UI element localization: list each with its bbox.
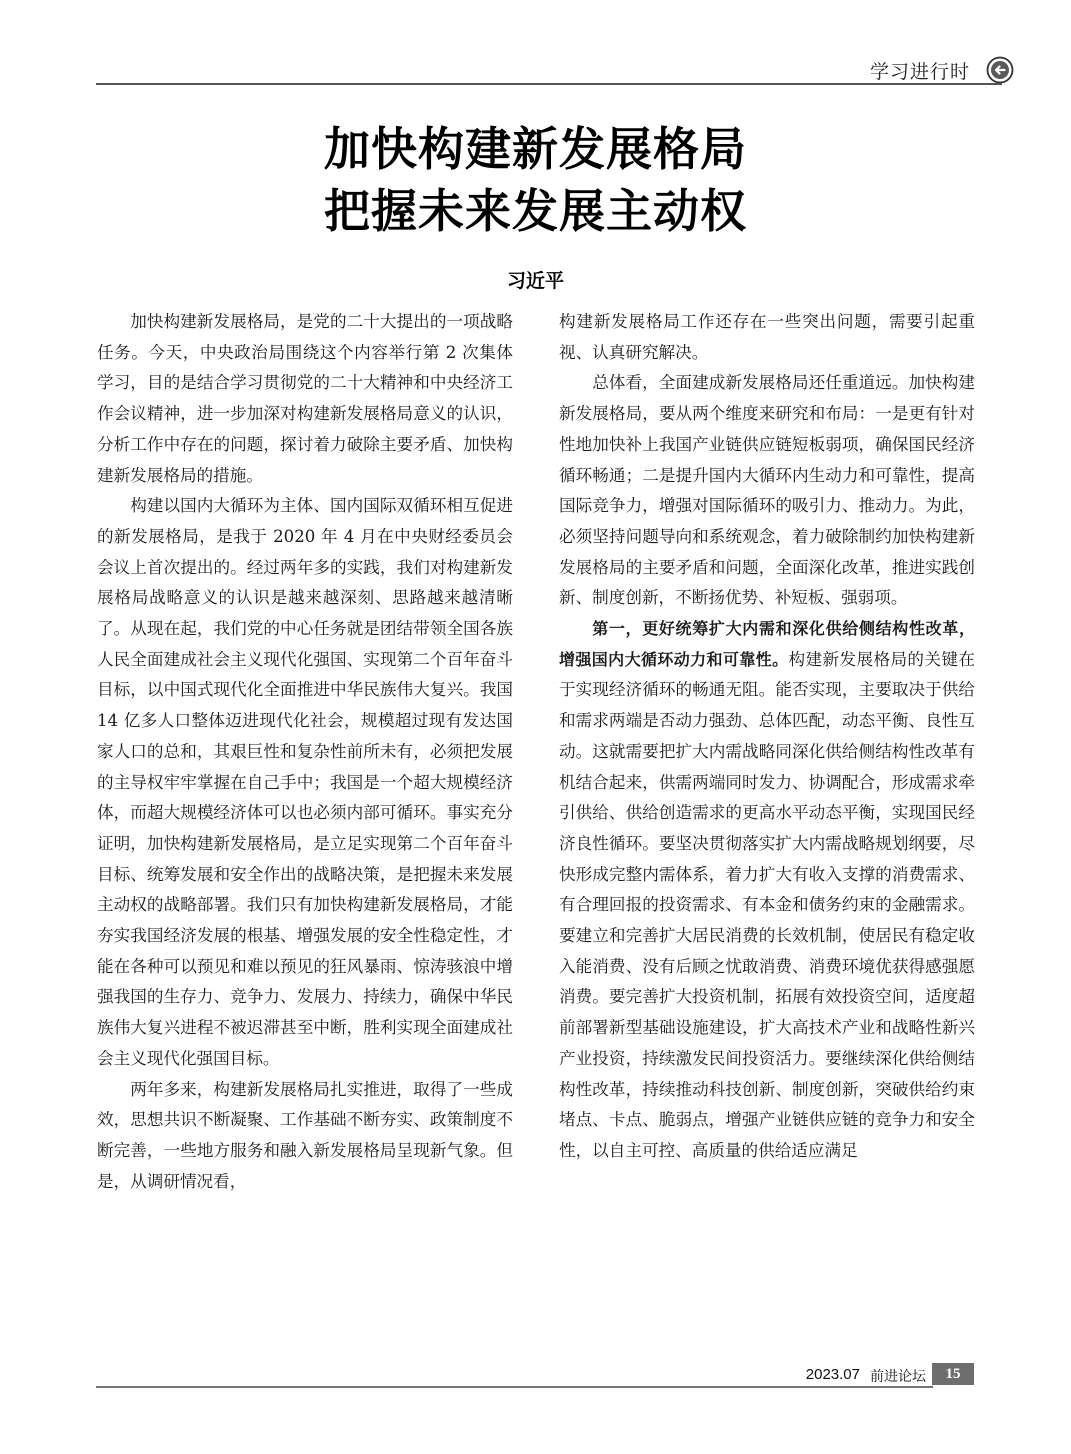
title-line-1: 加快构建新发展格局	[324, 122, 747, 176]
paragraph: 两年多来，构建新发展格局扎实推进，取得了一些成效，思想共识不断凝聚、工作基础不断夯实、政策制度不断完善，一些地方服务和融入新发展格局呈现新气象。但是，从调研情况看，	[97, 1079, 513, 1191]
circle-arrow-left-icon	[986, 56, 1014, 84]
issue-date: 2023.07	[805, 1366, 860, 1383]
article-author: 习近平	[506, 270, 564, 292]
paragraph-heading: 第一，更好统筹扩大内需和深化供给侧结构性改革，增强国内大循环动力和可靠性。	[559, 619, 975, 669]
page-footer	[96, 1366, 976, 1392]
right-column	[559, 307, 975, 1167]
paragraph-body: 构建新发展格局的关键在于实现经济循环的畅通无阻。能否实现，主要取决于供给和需求两端是否动力强劲、总体匹配，动态平衡、良性互动。这就需要把扩大内需战略同深化供给侧结构性改革有机结合起来，供需两端同时发力、协调配合，形成需求牵引供给、供给创造需求的更高水平动态平衡，实现国民经济良性循环。要坚决贯彻落实扩大内需战略规划纲要，尽快形成完整内需体系，着力扩大有收入支撑的消费需求、有合理回报的投资需求、有本金和债务约束的金融需求。要建立和完善扩大居民消费的长效机制，使居民有稳定收入能消费、没有后顾之忧敢消费、消费环境优获得感强愿消费。要完善扩大投资机制，拓展有效投资空间，适度超前部署新型基础设施建设，扩大高技术产业和战略性新兴产业投资，持续激发民间投资活力。要继续深化供给侧结构性改革，持续推动科技创新、制度创新，突破供给约束堵点、卡点、脆弱点，增强产业链供应链的竞争力和安全性，以自主可控、高质量的供给适应满足	[559, 649, 975, 1160]
header-divider	[96, 83, 1002, 85]
magazine-name: 前进论坛	[870, 1369, 926, 1385]
paragraph-continuation: 构建新发展格局工作还存在一些突出问题，需要引起重视、认真研究解决。	[559, 312, 975, 362]
article-title	[0, 118, 1071, 242]
paragraph: 总体看，全面建成新发展格局还任重道远。加快构建新发展格局，要从两个维度来研究和布局：一是更有针对性地加快补上我国产业链供应链短板弱项，确保国民经济循环畅通；二是提升国内大循环内生动力和可靠性，提高国际竞争力，增强对国际循环的吸引力、推动力。为此，必须坚持问题导向和系统观念，着力破除制约加快构建新发展格局的主要矛盾和问题，全面深化改革，推进实践创新、制度创新，不断扬优势、补短板、强弱项。	[559, 373, 975, 608]
paragraph: 加快构建新发展格局，是党的二十大提出的一项战略任务。今天，中央政治局围绕这个内容举行第 2 次集体学习，目的是结合学习贯彻党的二十大精神和中央经济工作会议精神，进一步加深对构建新发展格局意义的认识，分析工作中存在的问题，探讨着力破除主要矛盾、加快构建新发展格局的措施。	[97, 312, 513, 485]
page-header	[96, 56, 1018, 86]
page-number: 15	[932, 1363, 974, 1385]
paragraph	[559, 614, 975, 1167]
left-column	[97, 307, 513, 1197]
title-line-2: 把握未来发展主动权	[324, 184, 747, 238]
paragraph: 构建以国内大循环为主体、国内国际双循环相互促进的新发展格局，是我于 2020 年 4 月在中央财经委员会会议上首次提出的。经过两年多的实践，我们对构建新发展格局战略意义的认识是越来越深刻、思路越来越清晰了。从现在起，我们党的中心任务就是团结带领全国各族人民全面建成社会主义现代化强国、实现第二个百年奋斗目标，以中国式现代化全面推进中华民族伟大复兴。我国 14 亿多人口整体迈进现代化社会，规模超过现有发达国家人口的总和，其艰巨性和复杂性前所未有，必须把发展的主导权牢牢掌握在自己手中；我国是一个超大规模经济体，而超大规模经济体可以也必须内部可循环。事实充分证明，加快构建新发展格局，是立足实现第二个百年奋斗目标、统筹发展和安全作出的战略决策，是把握未来发展主动权的战略部署。我们只有加快构建新发展格局，才能夯实我国经济发展的根基、增强发展的安全性稳定性，才能在各种可以预见和难以预见的狂风暴雨、惊涛骇浪中增强我国的生存力、竞争力、发展力、持续力，确保中华民族伟大复兴进程不被迟滞甚至中断，胜利实现全面建成社会主义现代化强国目标。	[97, 496, 513, 1068]
footer-divider	[96, 1386, 933, 1388]
section-label: 学习进行时	[869, 61, 970, 83]
